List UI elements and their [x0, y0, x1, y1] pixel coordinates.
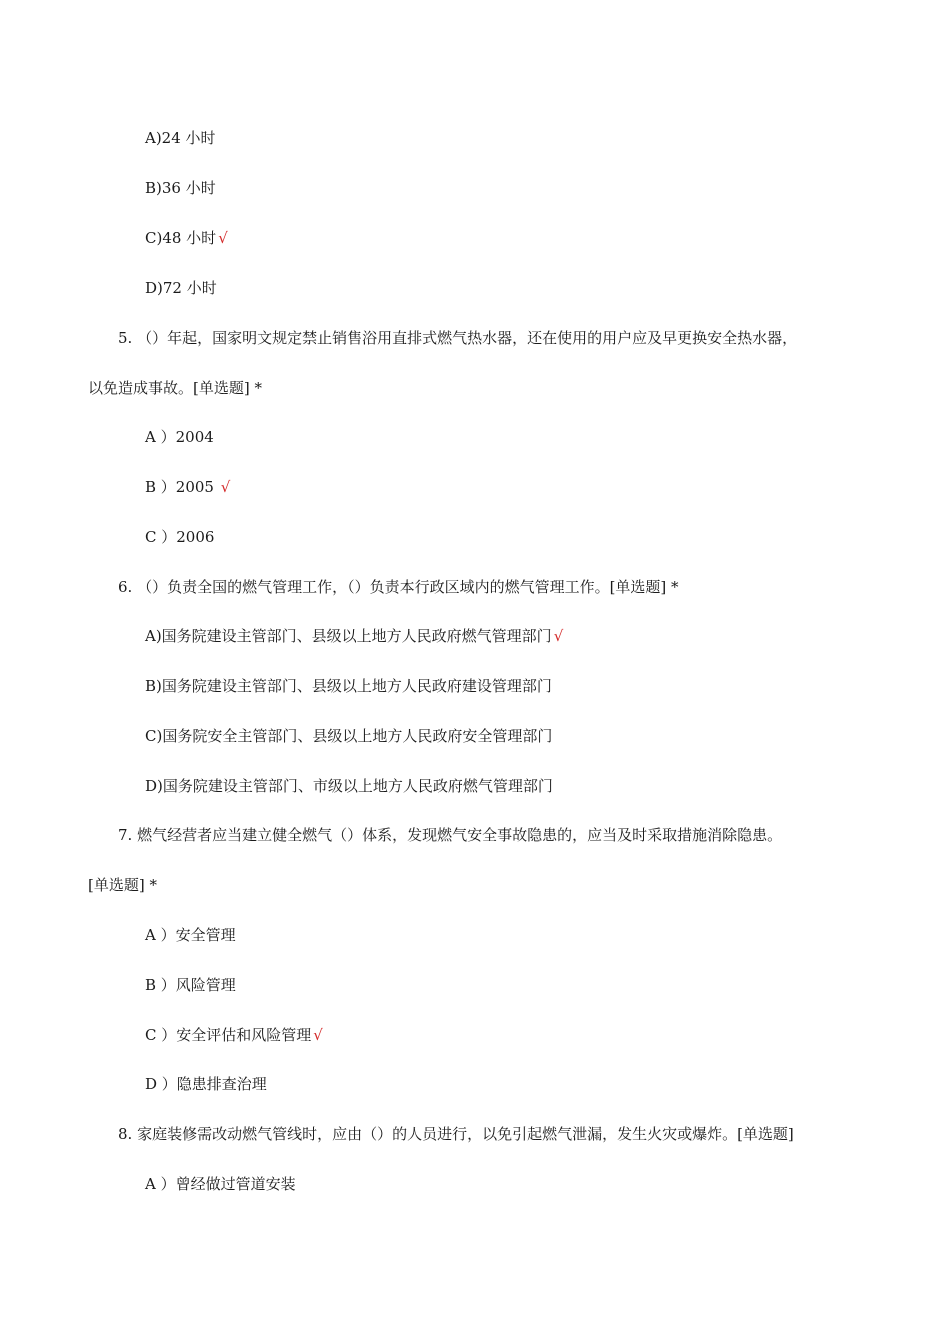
q7-option-b: B ）风险管理 [145, 976, 236, 994]
question-5-text-cont: 以免造成事故。[单选题] * [88, 379, 262, 397]
check-mark-icon: √ [220, 478, 231, 496]
check-mark-icon: √ [313, 1026, 323, 1044]
q6-option-b: B)国务院建设主管部门、县级以上地方人民政府建设管理部门 [145, 677, 552, 695]
question-7-text: 7. 燃气经营者应当建立健全燃气（）体系，发现燃气安全事故隐患的，应当及时采取措施消除隐患。 [118, 826, 783, 844]
q7-option-d: D ）隐患排查治理 [145, 1075, 267, 1093]
q5-option-a: A ）2004 [145, 428, 214, 446]
question-6-text: 6. （）负责全国的燃气管理工作，（）负责本行政区域内的燃气管理工作。[单选题] * [118, 578, 679, 596]
check-mark-icon: √ [218, 229, 228, 247]
q6-option-a: A)国务院建设主管部门、县级以上地方人民政府燃气管理部门 √ [145, 627, 564, 645]
q5-option-c: C ）2006 [145, 528, 215, 546]
question-8-text: 8. 家庭装修需改动燃气管线时，应由（）的人员进行，以免引起燃气泄漏，发生火灾或爆炸。[单选题] [118, 1125, 794, 1143]
q7-option-c: C ）安全评估和风险管理 √ [145, 1026, 323, 1044]
q6-option-c: C)国务院安全主管部门、县级以上地方人民政府安全管理部门 [145, 727, 553, 745]
check-mark-icon: √ [553, 627, 564, 645]
question-5-text: 5. （）年起，国家明文规定禁止销售浴用直排式燃气热水器，还在使用的用户应及早更换安全热水器， [118, 329, 798, 347]
q5-option-b: B ）2005 √ [145, 478, 231, 496]
q6-option-d: D)国务院建设主管部门、市级以上地方人民政府燃气管理部门 [145, 777, 553, 795]
option-a-24h: A)24 小时 [145, 129, 216, 147]
question-7-text-cont: [单选题] * [88, 876, 157, 894]
q7-option-a: A ）安全管理 [145, 926, 236, 944]
option-c-48h: C)48 小时 √ [145, 229, 228, 247]
option-d-72h: D)72 小时 [145, 279, 217, 297]
option-b-36h: B)36 小时 [145, 179, 216, 197]
q8-option-a: A ）曾经做过管道安装 [145, 1175, 296, 1193]
